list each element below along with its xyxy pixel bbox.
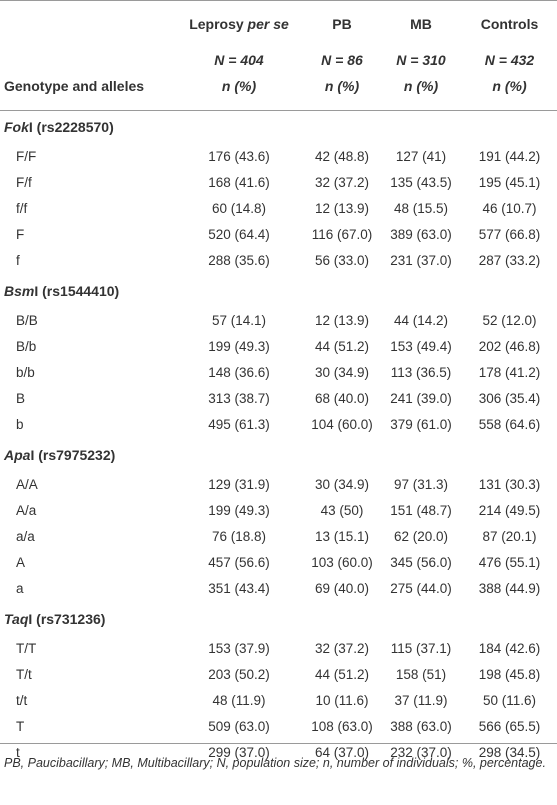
table-row bbox=[0, 503, 557, 529]
cell-value: 46 (10.7) bbox=[482, 201, 537, 216]
table-row bbox=[0, 201, 557, 227]
genotype-label: b/b bbox=[16, 365, 35, 380]
cell-value: 30 (34.9) bbox=[314, 477, 370, 492]
genotype-label: t/t bbox=[16, 693, 28, 708]
pct-controls: n (%) bbox=[492, 78, 527, 94]
cell-value: 64 (37.0) bbox=[314, 745, 370, 760]
cell-value: 388 (63.0) bbox=[390, 719, 452, 734]
pct-pb: n (%) bbox=[324, 78, 360, 94]
cell-value: 151 (48.7) bbox=[390, 503, 452, 518]
table-row bbox=[0, 667, 557, 693]
n-controls: N = 432 bbox=[484, 52, 535, 68]
cell-value: 158 (51) bbox=[395, 667, 447, 682]
col-header-leprosy: Leprosy per se bbox=[189, 16, 289, 32]
cell-value: 30 (34.9) bbox=[314, 365, 370, 380]
cell-value: 69 (40.0) bbox=[314, 581, 370, 596]
bottom-rule bbox=[0, 743, 557, 744]
cell-value: 42 (48.8) bbox=[314, 149, 370, 164]
cell-value: 148 (36.6) bbox=[208, 365, 270, 380]
cell-value: 176 (43.6) bbox=[208, 149, 270, 164]
pct-mb: n (%) bbox=[403, 78, 439, 94]
cell-value: 131 (30.3) bbox=[478, 477, 541, 492]
cell-value: 195 (45.1) bbox=[478, 175, 541, 190]
cell-value: 13 (15.1) bbox=[314, 529, 370, 544]
col-header-mb: MB bbox=[410, 16, 432, 32]
cell-value: 129 (31.9) bbox=[208, 477, 270, 492]
cell-value: 313 (38.7) bbox=[208, 391, 270, 406]
cell-value: 57 (14.1) bbox=[211, 313, 267, 328]
cell-value: 231 (37.0) bbox=[390, 253, 452, 268]
cell-value: 241 (39.0) bbox=[390, 391, 452, 406]
genotype-label: a/a bbox=[16, 529, 35, 544]
cell-value: 60 (14.8) bbox=[211, 201, 267, 216]
cell-value: 62 (20.0) bbox=[393, 529, 449, 544]
cell-value: 178 (41.2) bbox=[478, 365, 541, 380]
cell-value: 558 (64.6) bbox=[478, 417, 541, 432]
cell-value: 566 (65.5) bbox=[478, 719, 541, 734]
section-title: FokI (rs2228570) bbox=[4, 119, 114, 135]
table-row bbox=[0, 175, 557, 201]
col-header-pb: PB bbox=[332, 16, 352, 32]
genotype-label: b bbox=[16, 417, 24, 432]
cell-value: 48 (11.9) bbox=[212, 693, 266, 708]
cell-value: 153 (37.9) bbox=[208, 641, 270, 656]
cell-value: 288 (35.6) bbox=[208, 253, 270, 268]
table-row bbox=[0, 149, 557, 175]
cell-value: 116 (67.0) bbox=[311, 227, 373, 242]
table-footnote: PB, Paucibacillary; MB, Multibacillary; N, population size; n, number of individuals; %, percentage. bbox=[4, 756, 546, 770]
cell-value: 153 (49.4) bbox=[390, 339, 452, 354]
cell-value: 476 (55.1) bbox=[478, 555, 541, 570]
cell-value: 32 (37.2) bbox=[314, 175, 370, 190]
cell-value: 12 (13.9) bbox=[314, 313, 370, 328]
cell-value: 299 (37.0) bbox=[208, 745, 270, 760]
cell-value: 389 (63.0) bbox=[390, 227, 452, 242]
cell-value: 287 (33.2) bbox=[478, 253, 541, 268]
cell-value: 127 (41) bbox=[395, 149, 447, 164]
genotype-label: T/t bbox=[16, 667, 32, 682]
genotype-label: a bbox=[16, 581, 24, 596]
genotype-label: F/f bbox=[16, 175, 32, 190]
table-row bbox=[0, 581, 557, 607]
cell-value: 577 (66.8) bbox=[478, 227, 541, 242]
cell-value: 168 (41.6) bbox=[208, 175, 270, 190]
cell-value: 199 (49.3) bbox=[208, 503, 270, 518]
table-row bbox=[0, 339, 557, 365]
table-row bbox=[0, 227, 557, 253]
cell-value: 103 (60.0) bbox=[311, 555, 373, 570]
cell-value: 52 (12.0) bbox=[482, 313, 537, 328]
cell-value: 232 (37.0) bbox=[390, 745, 452, 760]
genotype-label: B/b bbox=[16, 339, 37, 354]
cell-value: 108 (63.0) bbox=[311, 719, 373, 734]
cell-value: 351 (43.4) bbox=[208, 581, 270, 596]
genotype-label: f bbox=[16, 253, 20, 268]
cell-value: 87 (20.1) bbox=[482, 529, 537, 544]
table-row bbox=[0, 641, 557, 667]
cell-value: 495 (61.3) bbox=[208, 417, 270, 432]
genotype-label: F/F bbox=[16, 149, 37, 164]
cell-value: 44 (51.2) bbox=[314, 667, 370, 682]
pct-leprosy: n (%) bbox=[221, 78, 257, 94]
cell-value: 509 (63.0) bbox=[208, 719, 270, 734]
table-row bbox=[0, 693, 557, 719]
table-row bbox=[0, 719, 557, 745]
cell-value: 32 (37.2) bbox=[314, 641, 370, 656]
cell-value: 12 (13.9) bbox=[314, 201, 370, 216]
cell-value: 43 (50) bbox=[320, 503, 364, 518]
cell-value: 198 (45.8) bbox=[478, 667, 541, 682]
cell-value: 104 (60.0) bbox=[311, 417, 373, 432]
cell-value: 457 (56.6) bbox=[208, 555, 270, 570]
cell-value: 199 (49.3) bbox=[208, 339, 270, 354]
section-title: BsmI (rs1544410) bbox=[4, 283, 120, 299]
table-row bbox=[0, 417, 557, 443]
cell-value: 97 (31.3) bbox=[393, 477, 449, 492]
cell-value: 214 (49.5) bbox=[478, 503, 541, 518]
cell-value: 115 (37.1) bbox=[390, 641, 452, 656]
cell-value: 379 (61.0) bbox=[390, 417, 452, 432]
cell-value: 68 (40.0) bbox=[314, 391, 370, 406]
cell-value: 203 (50.2) bbox=[208, 667, 270, 682]
cell-value: 56 (33.0) bbox=[314, 253, 370, 268]
cell-value: 50 (11.6) bbox=[482, 693, 537, 708]
n-pb: N = 86 bbox=[321, 52, 363, 68]
row-label-header: Genotype and alleles bbox=[4, 78, 145, 94]
header-rule bbox=[0, 110, 557, 111]
cell-value: 520 (64.4) bbox=[208, 227, 270, 242]
cell-value: 345 (56.0) bbox=[390, 555, 452, 570]
cell-value: 135 (43.5) bbox=[390, 175, 452, 190]
table-row bbox=[0, 313, 557, 339]
cell-value: 48 (15.5) bbox=[393, 201, 449, 216]
n-leprosy: N = 404 bbox=[214, 52, 264, 68]
genotype-label: A/A bbox=[16, 477, 38, 492]
cell-value: 298 (34.5) bbox=[478, 745, 541, 760]
section-title: TaqI (rs731236) bbox=[4, 611, 106, 627]
genotype-label: A/a bbox=[16, 503, 37, 518]
cell-value: 37 (11.9) bbox=[394, 693, 448, 708]
table-row bbox=[0, 365, 557, 391]
table-row bbox=[0, 477, 557, 503]
cell-value: 76 (18.8) bbox=[211, 529, 267, 544]
cell-value: 275 (44.0) bbox=[390, 581, 452, 596]
cell-value: 202 (46.8) bbox=[478, 339, 541, 354]
table-row bbox=[0, 555, 557, 581]
genotype-label: t bbox=[16, 745, 20, 760]
section-title: ApaI (rs7975232) bbox=[4, 447, 116, 463]
cell-value: 184 (42.6) bbox=[478, 641, 541, 656]
col-header-controls: Controls bbox=[480, 16, 539, 32]
genotype-label: T bbox=[16, 719, 25, 734]
genotype-label: T/T bbox=[16, 641, 37, 656]
cell-value: 44 (14.2) bbox=[393, 313, 449, 328]
cell-value: 388 (44.9) bbox=[478, 581, 541, 596]
cell-value: 10 (11.6) bbox=[315, 693, 369, 708]
n-mb: N = 310 bbox=[396, 52, 446, 68]
genotype-label: B bbox=[16, 391, 26, 406]
genotype-label: f/f bbox=[16, 201, 28, 216]
cell-value: 113 (36.5) bbox=[390, 365, 452, 380]
genotype-label: B/B bbox=[16, 313, 38, 328]
genotype-label: A bbox=[16, 555, 26, 570]
cell-value: 306 (35.4) bbox=[478, 391, 541, 406]
cell-value: 44 (51.2) bbox=[314, 339, 370, 354]
table-row bbox=[0, 391, 557, 417]
table-row bbox=[0, 253, 557, 279]
top-rule bbox=[0, 0, 557, 1]
table-row bbox=[0, 529, 557, 555]
genotype-label: F bbox=[16, 227, 25, 242]
cell-value: 191 (44.2) bbox=[478, 149, 541, 164]
